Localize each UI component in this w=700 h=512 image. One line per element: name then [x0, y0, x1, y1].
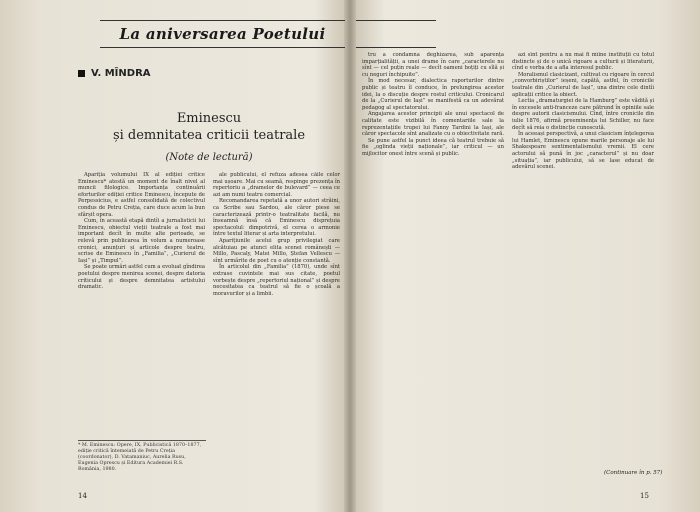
article-subtitle: (Note de lectură) — [165, 152, 253, 163]
article-title-line1: Eminescu — [176, 111, 242, 126]
paragraph: Apariția volumului IX al ediției critice Eminescu* atestă un moment de înalt nivel al muncii filologice. Importanța continuării eforturilor ediției critice Eminescu, începute de Perpessicius, e astfel consolidată de colectivul condus de Petru Creția, care duce acum la bun sfârșit opera. — [78, 172, 205, 218]
footnote: * M. Eminescu: Opere, IX, Publicistică 1870–1877, ediție critică întemeiată de Petru Creția (coordonator), D. Vatamaniuc, Aurelia Rusu, Eugenia Oprescu și Editura Academiei R.S. România, 1980. — [78, 440, 206, 473]
paragraph: tru a condamna deghizarea, sub aparența imparțialității, a unei drame în care „caracterele nu sînt — cel puțin reale — decît oameni boțiți cu sîlă și cu neguri închipuite”. — [362, 52, 504, 78]
right-page-columns — [362, 52, 658, 467]
section-header-rule-right — [356, 20, 436, 48]
paragraph: În articolul din „Familia” (1870), unde sînt extrase cuvintele mai sus citate, poetul vorbește despre „repertoriul național” și despre necesitatea ca teatrul să fie o școală a moravurilor și a limbii. — [213, 264, 340, 297]
paragraph: Aparițiunile acelui grup privilegiat care alcătuiau pe atunci elita scenei românești — Millo, Pascaly, Matei Millo, Ștefan Vellescu — sînt urmărite de poet cu o atenție constantă. — [213, 237, 340, 264]
page-number-left: 14 — [78, 492, 87, 500]
paragraph: Angajarea acestor principii ale unui spectacol de calitate este vizibilă în comentariile sale la reprezentațiile trupei lui Fanny Tardini la Iași, ale căror spectacole sînt analizate cu o obiectivitate rară. — [362, 111, 504, 138]
paragraph: Moralismul clasicizant, cultivat cu rigoare în cercul „convorbiriștilor” ieșeni, capătă, astfel, în cronicile teatrale din „Curierul de Iași”, una dintre cele dintîi aplicații critice la obiect. — [512, 71, 654, 98]
left-column-1 — [78, 172, 205, 434]
paragraph: Se poate urmări astfel cum a evoluat gîndirea poetului despre menirea scenei, despre datoria criticului și despre demnitatea artistului dramatic. — [78, 264, 205, 291]
paragraph: azi sînt pentru a nu mai fi mîine instituții cu totul distincte și de o unică rigoare a culturii și literaturii, cînd e vorba de a afla interesul public. — [512, 52, 654, 72]
left-page-columns — [78, 172, 340, 434]
section-header: La aniversarea Poetului — [100, 20, 345, 48]
book-gutter — [344, 0, 356, 512]
paragraph: În aceeași perspectivă, a unui clasicism înțelegerea lui Hamlet, Eminescu opune marile personaje ale lui Shakespeare sentimentalismului vremii. El cere actorului să pună în joc „caracterul” și nu doar „situația”, iar publicului, să se lase educat de adevărul scenei. — [512, 131, 654, 171]
paragraph: Se pune astfel la punct ideea că teatrul trebuie să fie „oglinda vieții naționale”, iar criticul — un mijlocitor onest între scenă și public. — [362, 137, 504, 157]
paragraph: Cum, în această etapă dintîi a jurnalisticii lui Eminescu, obiectul vieții teatrale a fost mai important decît în multe alte perioade, se relevă prin publicarea în volum a numeroase cronici, anunțuri și articole despre teatru, scrise de Eminescu în „Familia”, „Curierul de Iași” și „Timpul”. — [78, 218, 205, 264]
paragraph: În mod necesar, dialectica raporturilor dintre public și teatru îl conduce, în prelungirea acestor idei, la o discuție despre rostul criticului. Cronicarul de la „Curierul de Iași” se manifestă ca un adevărat pedagog al spectatorului. — [362, 78, 504, 111]
paragraph: Lectia „dramaturgiei de la Hamburg” este vădită și în excesele anti-franceze care pătrund în opiniile sale despre autorii clasicismului. Cînd, între cronicile din iulie 1876, afirmă preeminența lui Schiller, nu face decît să reia o distincție cunoscută. — [512, 98, 654, 131]
bullet-square-icon — [78, 70, 85, 77]
article-title — [78, 110, 340, 144]
page-number-right: 15 — [640, 492, 649, 500]
paragraph: ale publicului, el refuza adesea căile celor mai ușoare. Mai cu seamă, respinge prezența în repertoriu a „dramelor de bulevard” — ceea ce azi am numi teatru comercial. — [213, 172, 340, 198]
paragraph: Recomandarea repetată a unor autori străini, ca Scribe sau Sardou, ale căror piese se caracterizează printr-o teatralitate facilă, nu înseamnă însă că Eminescu disprețuia spectacolul: dimpotrivă, el cerea o armonie între textul literar și arta interpretului. — [213, 198, 340, 238]
right-column-1 — [362, 52, 504, 467]
left-column-2 — [213, 172, 340, 502]
continued-note: (Continuare în p. 57) — [604, 470, 663, 476]
author-line — [78, 68, 151, 79]
author-name: V. MÎNDRA — [91, 68, 151, 79]
right-column-2 — [512, 52, 654, 467]
article-title-line2: și demnitatea criticii teatrale — [112, 128, 306, 143]
